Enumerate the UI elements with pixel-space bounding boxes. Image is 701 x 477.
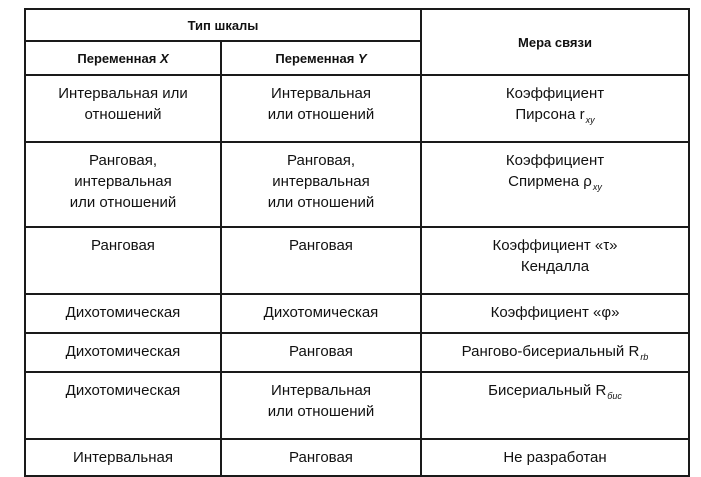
variable-y-cell-line	[228, 192, 414, 213]
table-row	[25, 227, 689, 294]
measure-cell-text: Коэффициент «τ»	[492, 237, 618, 254]
variable-y-cell-text: Ранговая,	[286, 152, 356, 169]
measure-cell-text: Коэффициент «φ»	[490, 304, 620, 321]
variable-x-cell-line	[32, 150, 214, 171]
variable-y-cell-text: или отношений	[267, 194, 375, 211]
variable-x-cell-text: Интервальная	[73, 449, 173, 466]
measure-cell-text: Не разработан	[503, 449, 607, 466]
variable-y-header-label: Переменная	[275, 50, 355, 66]
variable-x-cell-text: интервальная	[74, 173, 172, 190]
measure-cell-text: Кендалла	[520, 258, 590, 275]
variable-x-cell-line	[32, 341, 214, 362]
measure-cell-line	[428, 104, 682, 131]
measure-cell	[421, 142, 689, 227]
scale-type-header-label: Тип шкалы	[187, 17, 259, 33]
variable-y-cell-line	[228, 83, 414, 104]
measure-cell-line	[428, 235, 682, 256]
variable-x-cell	[25, 294, 221, 333]
table-row	[25, 75, 689, 142]
variable-x-cell-text: Ранговая,	[88, 152, 158, 169]
variable-y-cell	[221, 142, 421, 227]
variable-y-cell	[221, 294, 421, 333]
measure-cell	[421, 227, 689, 294]
measure-header	[421, 9, 689, 75]
table-body	[25, 75, 689, 476]
variable-y-cell-text: Ранговая	[289, 237, 353, 254]
measure-cell	[421, 333, 689, 372]
variable-x-letter: X	[159, 50, 169, 66]
measure-cell-line	[428, 83, 682, 104]
measure-cell-line	[428, 302, 682, 323]
measure-cell-line	[428, 447, 682, 468]
correlation-measures-table	[24, 8, 690, 477]
measure-cell-text: Спирмена ρ	[508, 173, 592, 190]
variable-x-cell	[25, 75, 221, 142]
variable-x-cell-line	[32, 302, 214, 323]
measure-subscript: rb	[640, 352, 649, 362]
variable-x-cell-line	[32, 83, 214, 104]
variable-y-cell-line	[228, 150, 414, 171]
variable-y-cell-text: Интервальная	[271, 85, 371, 102]
variable-y-cell	[221, 333, 421, 372]
measure-cell-line	[428, 380, 682, 407]
variable-x-cell-text: или отношений	[69, 194, 177, 211]
variable-y-cell-text: Ранговая	[289, 343, 353, 360]
variable-x-cell-line	[32, 447, 214, 468]
variable-y-letter: Y	[357, 50, 367, 66]
variable-y-cell	[221, 227, 421, 294]
measure-cell-text: Рангово-бисериальный R	[461, 343, 640, 360]
variable-y-cell-text: Ранговая	[289, 449, 353, 466]
table-row	[25, 439, 689, 476]
variable-x-cell-line	[32, 171, 214, 192]
table-row	[25, 372, 689, 439]
measure-cell-text: Бисериальный R	[488, 382, 607, 399]
variable-y-cell-line	[228, 380, 414, 401]
variable-y-cell	[221, 372, 421, 439]
variable-y-cell-line	[228, 171, 414, 192]
variable-x-cell-line	[32, 104, 214, 125]
measure-subscript: xy	[585, 115, 595, 125]
variable-x-cell	[25, 227, 221, 294]
correlation-measures-sheet	[24, 8, 688, 466]
measure-subscript: xy	[592, 182, 602, 192]
variable-x-cell-text: Дихотомическая	[65, 304, 181, 321]
variable-y-cell-text: Дихотомическая	[263, 304, 379, 321]
variable-x-cell	[25, 439, 221, 476]
table-row	[25, 294, 689, 333]
variable-x-header-label: Переменная	[77, 50, 157, 66]
variable-y-cell	[221, 75, 421, 142]
variable-x-cell-text: Интервальная или	[58, 85, 188, 102]
measure-cell-text: Коэффициент	[505, 152, 605, 169]
measure-cell-text: Коэффициент	[505, 85, 605, 102]
variable-x-cell-text: Ранговая	[91, 237, 155, 254]
measure-subscript: бис	[607, 391, 622, 401]
variable-x-cell-text: Дихотомическая	[65, 343, 181, 360]
measure-header-label: Мера связи	[518, 34, 592, 50]
variable-y-cell-text: или отношений	[267, 403, 375, 420]
measure-cell	[421, 294, 689, 333]
measure-cell-line	[428, 256, 682, 277]
measure-cell-line	[428, 171, 682, 198]
variable-x-cell	[25, 333, 221, 372]
variable-y-cell-line	[228, 401, 414, 422]
variable-y-cell-line	[228, 104, 414, 125]
measure-cell-line	[428, 150, 682, 171]
measure-cell	[421, 75, 689, 142]
variable-y-cell-text: или отношений	[267, 106, 375, 123]
variable-x-header	[25, 41, 221, 75]
variable-y-cell-line	[228, 302, 414, 323]
table-row	[25, 142, 689, 227]
table-row	[25, 333, 689, 372]
measure-cell	[421, 439, 689, 476]
measure-cell-line	[428, 341, 682, 368]
variable-y-cell	[221, 439, 421, 476]
variable-y-cell-line	[228, 341, 414, 362]
variable-y-cell-text: интервальная	[272, 173, 370, 190]
measure-cell-text: Пирсона r	[515, 106, 585, 123]
variable-x-cell-line	[32, 235, 214, 256]
variable-y-cell-text: Интервальная	[271, 382, 371, 399]
variable-y-cell-line	[228, 235, 414, 256]
variable-y-cell-line	[228, 447, 414, 468]
variable-x-cell-text: отношений	[84, 106, 162, 123]
variable-x-cell	[25, 372, 221, 439]
variable-x-cell-text: Дихотомическая	[65, 382, 181, 399]
variable-x-cell	[25, 142, 221, 227]
variable-x-cell-line	[32, 192, 214, 213]
scale-type-header	[25, 9, 421, 41]
measure-cell	[421, 372, 689, 439]
variable-y-header	[221, 41, 421, 75]
variable-x-cell-line	[32, 380, 214, 401]
